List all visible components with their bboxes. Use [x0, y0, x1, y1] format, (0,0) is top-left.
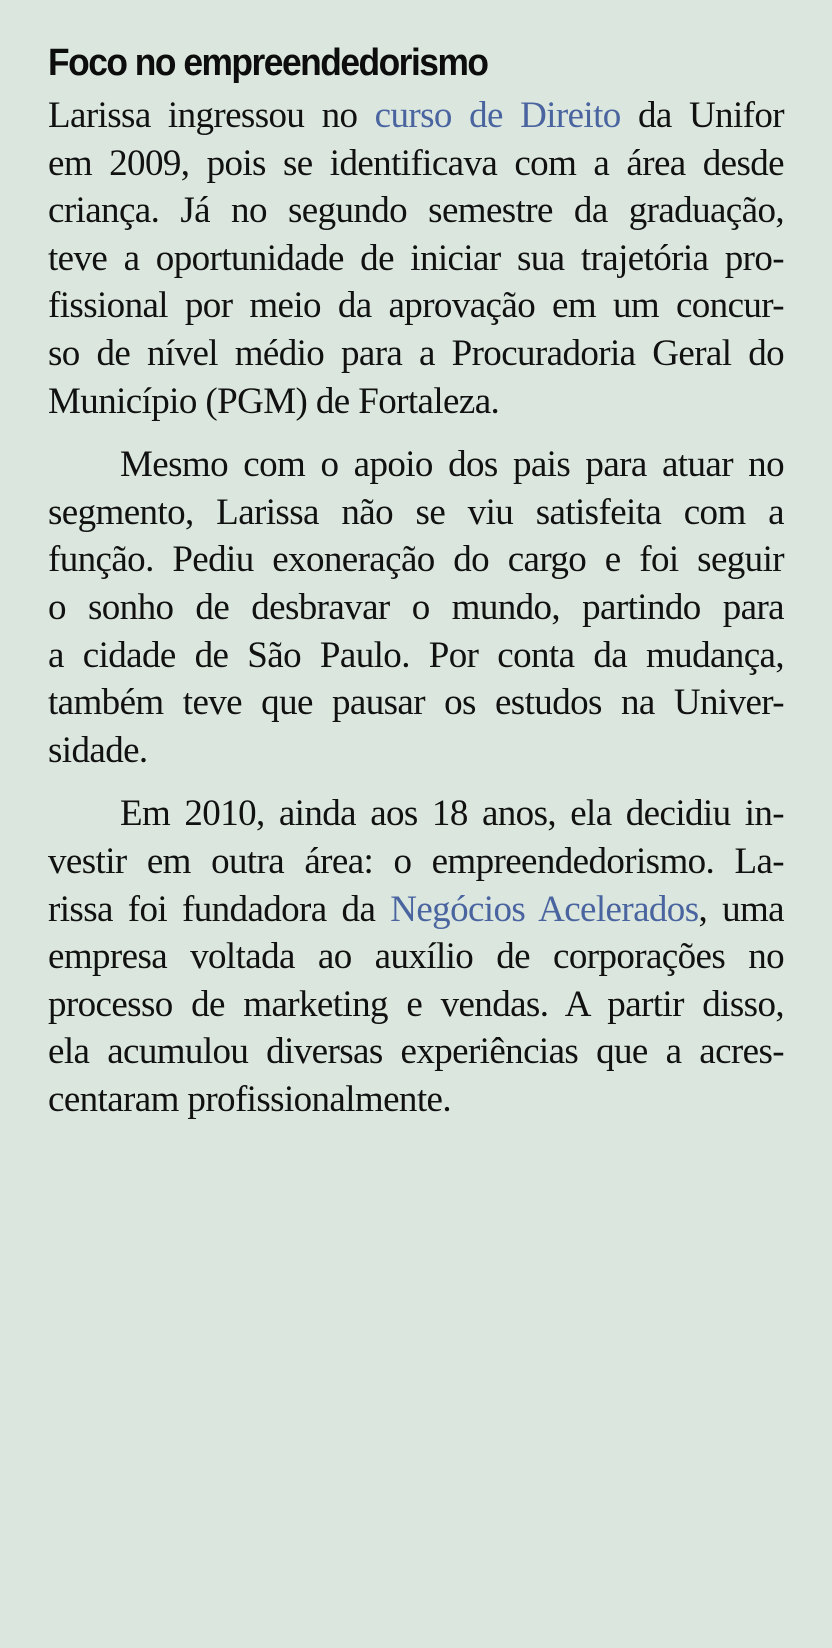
text-line: processo de marketing e vendas. A partir disso, [48, 983, 784, 1025]
text-line: Mesmo com o apoio dos pais para atuar no [120, 444, 784, 486]
article-section [48, 38, 784, 1139]
text-line: em 2009, pois se identificava com a área desde [48, 142, 784, 184]
link-curso-de-direito[interactable]: curso de Direito [374, 95, 621, 136]
text-line: função. Pediu exoneração do cargo e foi seguir [48, 539, 784, 581]
text-line: também teve que pausar os estudos na Univer- [48, 682, 784, 724]
text-line [48, 886, 784, 934]
text-line: segmento, Larissa não se viu satisfeita com a [48, 491, 784, 533]
text-line: Em 2010, ainda aos 18 anos, ela decidiu in- [120, 793, 784, 835]
text-line: so de nível médio para a Procuradoria Geral do [48, 332, 784, 374]
text-line: criança. Já no segundo semestre da graduação, [48, 190, 784, 232]
text-line: teve a oportunidade de iniciar sua trajetória pro- [48, 237, 784, 279]
text-line: centaram profissionalmente. [48, 1078, 451, 1120]
text-segment: , uma [698, 888, 784, 930]
text-line: vestir em outra área: o empreendedorismo. La- [48, 840, 784, 882]
link-negocios-acelerados[interactable]: Negócios Acelerados [390, 888, 699, 930]
text-line: empresa voltada ao auxílio de corporações no [48, 936, 784, 978]
section-heading: Foco no empreendedorismo [48, 42, 488, 84]
text-line: a cidade de São Paulo. Por conta da mudança, [48, 634, 784, 676]
text-line: Município (PGM) de Fortaleza. [48, 380, 500, 422]
text-line [48, 92, 784, 140]
text-line: sidade. [48, 729, 148, 771]
text-segment: da Unifor [620, 95, 784, 136]
paragraph-3 [48, 790, 784, 1123]
text-line: ela acumulou diversas experiências que a acres- [48, 1031, 784, 1073]
paragraph-2 [48, 441, 784, 774]
paragraph-1 [48, 92, 784, 425]
text-line: fissional por meio da aprovação em um concur- [48, 285, 784, 327]
text-segment: rissa foi fundadora da [48, 888, 391, 930]
text-segment: Larissa ingressou no [48, 95, 375, 136]
text-line: o sonho de desbravar o mundo, partindo para [48, 586, 784, 628]
